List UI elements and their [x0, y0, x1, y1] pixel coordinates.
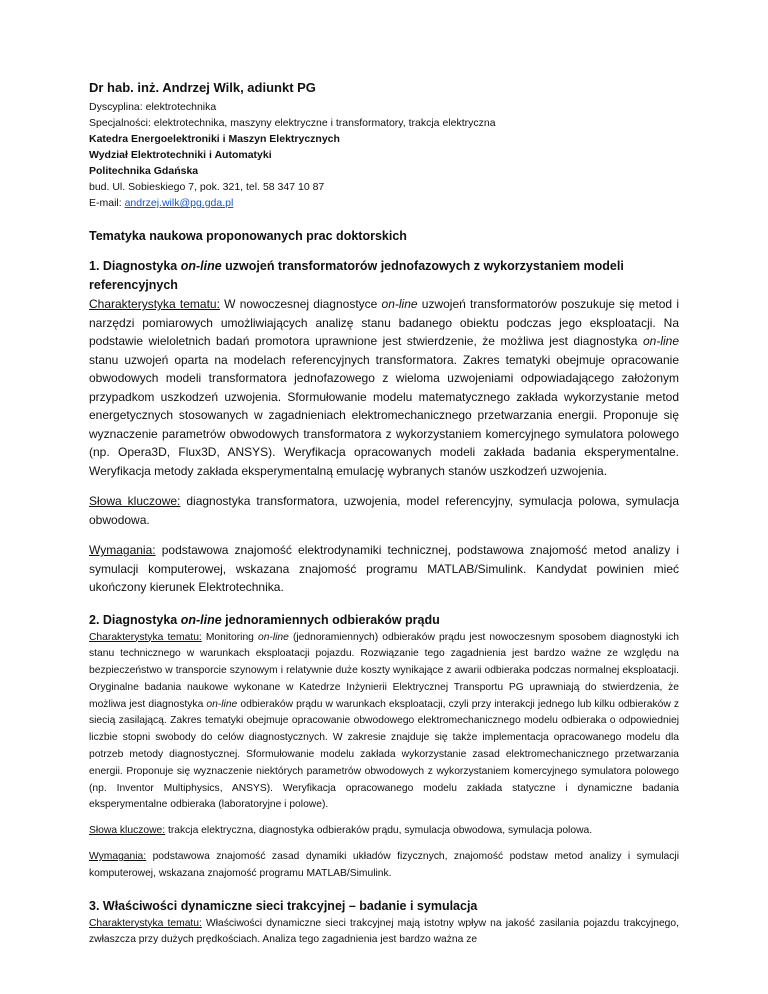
topic-1-title-rest: uzwojeń transformatorów jednofazowych z wykorzystaniem modeli referencyjnych — [89, 259, 624, 292]
email-line — [89, 195, 679, 211]
topic-2-characteristic-text-c: odbieraków prądu w warunkach eksploatacji, czyli przy interakcji jednego lub kilku odbieraków z siecią zasilającą. Zakres tematyki obejmuje opracowanie obwodowego elektromechanicznego modelu odbieraka o odpowiedniej liczbie stopni swobody do celów diagnostycznych. W zakresie znajduje się także implementacja opracowanego modelu dla potrzeb metody diagnostycznej. Sformułowanie modelu zakłada wykorzystanie zasad elektromechanicznego przetwarzania energii. Proponuje się wyznaczenie niektórych parametrów obwodowych z wykorzystaniem komercyjnego symulatora polowego (np. Inventor Multiphysics, ANSYS). Weryfikacja opracowanego modelu zakłada statyczne i dynamiczne badania eksperymentalne odbieraka (laboratoryjne i polowe). — [89, 698, 679, 811]
topic-1-title-part: 1. Diagnostyka — [89, 259, 181, 273]
topic-1-characteristic-text-c: stanu uzwojeń oparta na modelach referencyjnych transformatora. Zakres tematyki obejmuje opracowanie obwodowych modeli transformatora jednofazowego z wieloma uzwojeniami odpowiadającego założonym przypadkom uszkodzeń uzwojenia. Sformułowanie modelu matematycznego zakłada wykorzystanie metod energetycznych stosowanych w zagadnieniach elektromechanicznego przetwarzania energii. Proponuje się wyznaczenie parametrów obwodowych transformatora z wykorzystaniem komercyjnego symulatora polowego (np. Opera3D, Flux3D, ANSYS). Weryfikacja opracowanych modeli zakłada badania eksperymentalne. Weryfikacja metody zakłada eksperymentalną emulację wybranych stanów uszkodzeń uzwojenia. — [89, 352, 679, 478]
topic-2-requirements-label: Wymagania: — [89, 851, 147, 863]
topic-1-requirements-text: podstawowa znajomość elektrodynamiki technicznej, podstawowa znajomość metod analizy i symulacji komputerowej, wskazana znajomość programu MATLAB/Simulink. Kandydat powinien mieć ukończony kierunek Elektrotechnika. — [89, 543, 679, 594]
topic-2-title-part: 2. Diagnostyka — [89, 612, 181, 627]
author-name: Dr hab. inż. Andrzej Wilk, adiunkt PG — [89, 80, 316, 95]
faculty: Wydział Elektrotechniki i Automatyki — [89, 149, 272, 161]
topic-2-requirements-text: podstawowa znajomość zasad dynamiki układów fizycznych, znajomość podstaw metod analizy i symulacji komputerowej, wskazana znajomość programu MATLAB/Simulink. — [89, 851, 679, 879]
topic-3-characteristic — [89, 916, 679, 950]
topic-2-keywords-text: trakcja elektryczna, diagnostyka odbieraków prądu, symulacja obwodowa, symulacja polowa. — [165, 825, 593, 837]
document-content — [89, 80, 679, 949]
topic-3-title: 3. Właściwości dynamiczne sieci trakcyjnej – badanie i symulacja — [89, 898, 478, 913]
topic-2-title — [89, 611, 679, 630]
topic-1-requirements-label: Wymagania: — [89, 543, 156, 557]
topic-1-keywords — [89, 492, 679, 529]
topic-1-title — [89, 257, 679, 295]
topic-1-characteristic-italic-2: on-line — [642, 334, 679, 348]
topic-1-requirements — [89, 541, 679, 597]
topic-1-characteristic-text-a: W nowoczesnej diagnostyce — [219, 297, 382, 311]
topic-1-characteristic-label: Charakterystyka tematu: — [89, 297, 220, 311]
topic-1-characteristic-text-b: uzwojeń transformatorów poszukuje się metod i narzędzi pomiarowych umożliwiających analizę stanu badanego obiektu podczas jego eksploatacji. Na podstawie wieloletnich badań promotora uprawnione jest stwierdzenie, że możliwa jest diagnostyka — [89, 297, 679, 348]
topic-3-characteristic-label: Charakterystyka tematu: — [89, 917, 202, 929]
topic-1-characteristic — [89, 295, 679, 480]
topic-2-characteristic-label: Charakterystyka tematu: — [89, 631, 202, 643]
topic-2-title-italic: on-line — [180, 612, 222, 627]
topic-3-characteristic-text: Właściwości dynamiczne sieci trakcyjnej mają istotny wpływ na jakość zasilania pojazdu trakcyjnego, zwłaszcza przy dużych prędkościach. Analiza tego zagadnienia jest bardzo ważna ze — [89, 917, 679, 946]
email-link[interactable]: andrzej.wilk@pg.gda.pl — [124, 197, 234, 209]
topic-2-characteristic-text-a: Monitoring — [201, 631, 258, 643]
university: Politechnika Gdańska — [89, 165, 199, 177]
topic-2-characteristic-text-b: (jednoramiennych) odbieraków prądu jest nowoczesnym sposobem diagnostyki ich stanu technicznego w warunkach eksploatacji pojazdu. Rozwiązanie tego zagadnienia jest bardzo ważne ze względu na bezpieczeństwo w transporcie szynowym i relatywnie duże koszty wynikające z awarii odbieraka podczas normalnej eksploatacji. Oryginalne badania naukowe wykonane w Katedrze Inżynierii Elektrycznej Transportu PG uprawniają do stwierdzenia, że możliwa jest diagnostyka — [89, 631, 679, 710]
topic-1-keywords-text: diagnostyka transformatora, uzwojenia, model referencyjny, symulacja polowa, symulacja obwodowa. — [89, 494, 679, 527]
topic-2-characteristic-italic-1: on-line — [257, 631, 289, 643]
specialties: Specjalności: elektrotechnika, maszyny elektryczne i transformatory, trakcja elektryczna — [89, 117, 496, 129]
topic-1-keywords-label: Słowa kluczowe: — [89, 494, 181, 508]
topic-2-requirements — [89, 849, 679, 883]
topic-2-keywords — [89, 823, 679, 840]
topic-2-characteristic-italic-2: on-line — [206, 698, 238, 710]
topic-2-characteristic — [89, 630, 679, 815]
section-title: Tematyka naukowa proponowanych prac doktorskich — [89, 229, 407, 243]
email-label: E-mail: — [89, 197, 125, 209]
department: Katedra Energoelektroniki i Maszyn Elektrycznych — [89, 133, 340, 145]
topic-1-title-italic: on-line — [180, 259, 222, 273]
address: bud. Ul. Sobieskiego 7, pok. 321, tel. 58 347 10 87 — [89, 181, 325, 193]
topic-2-title-rest: jednoramiennych odbieraków prądu — [221, 612, 440, 627]
discipline: Dyscyplina: elektrotechnika — [89, 101, 217, 113]
topic-2-keywords-label: Słowa kluczowe: — [89, 825, 166, 837]
topic-1-characteristic-italic-1: on-line — [381, 297, 418, 311]
